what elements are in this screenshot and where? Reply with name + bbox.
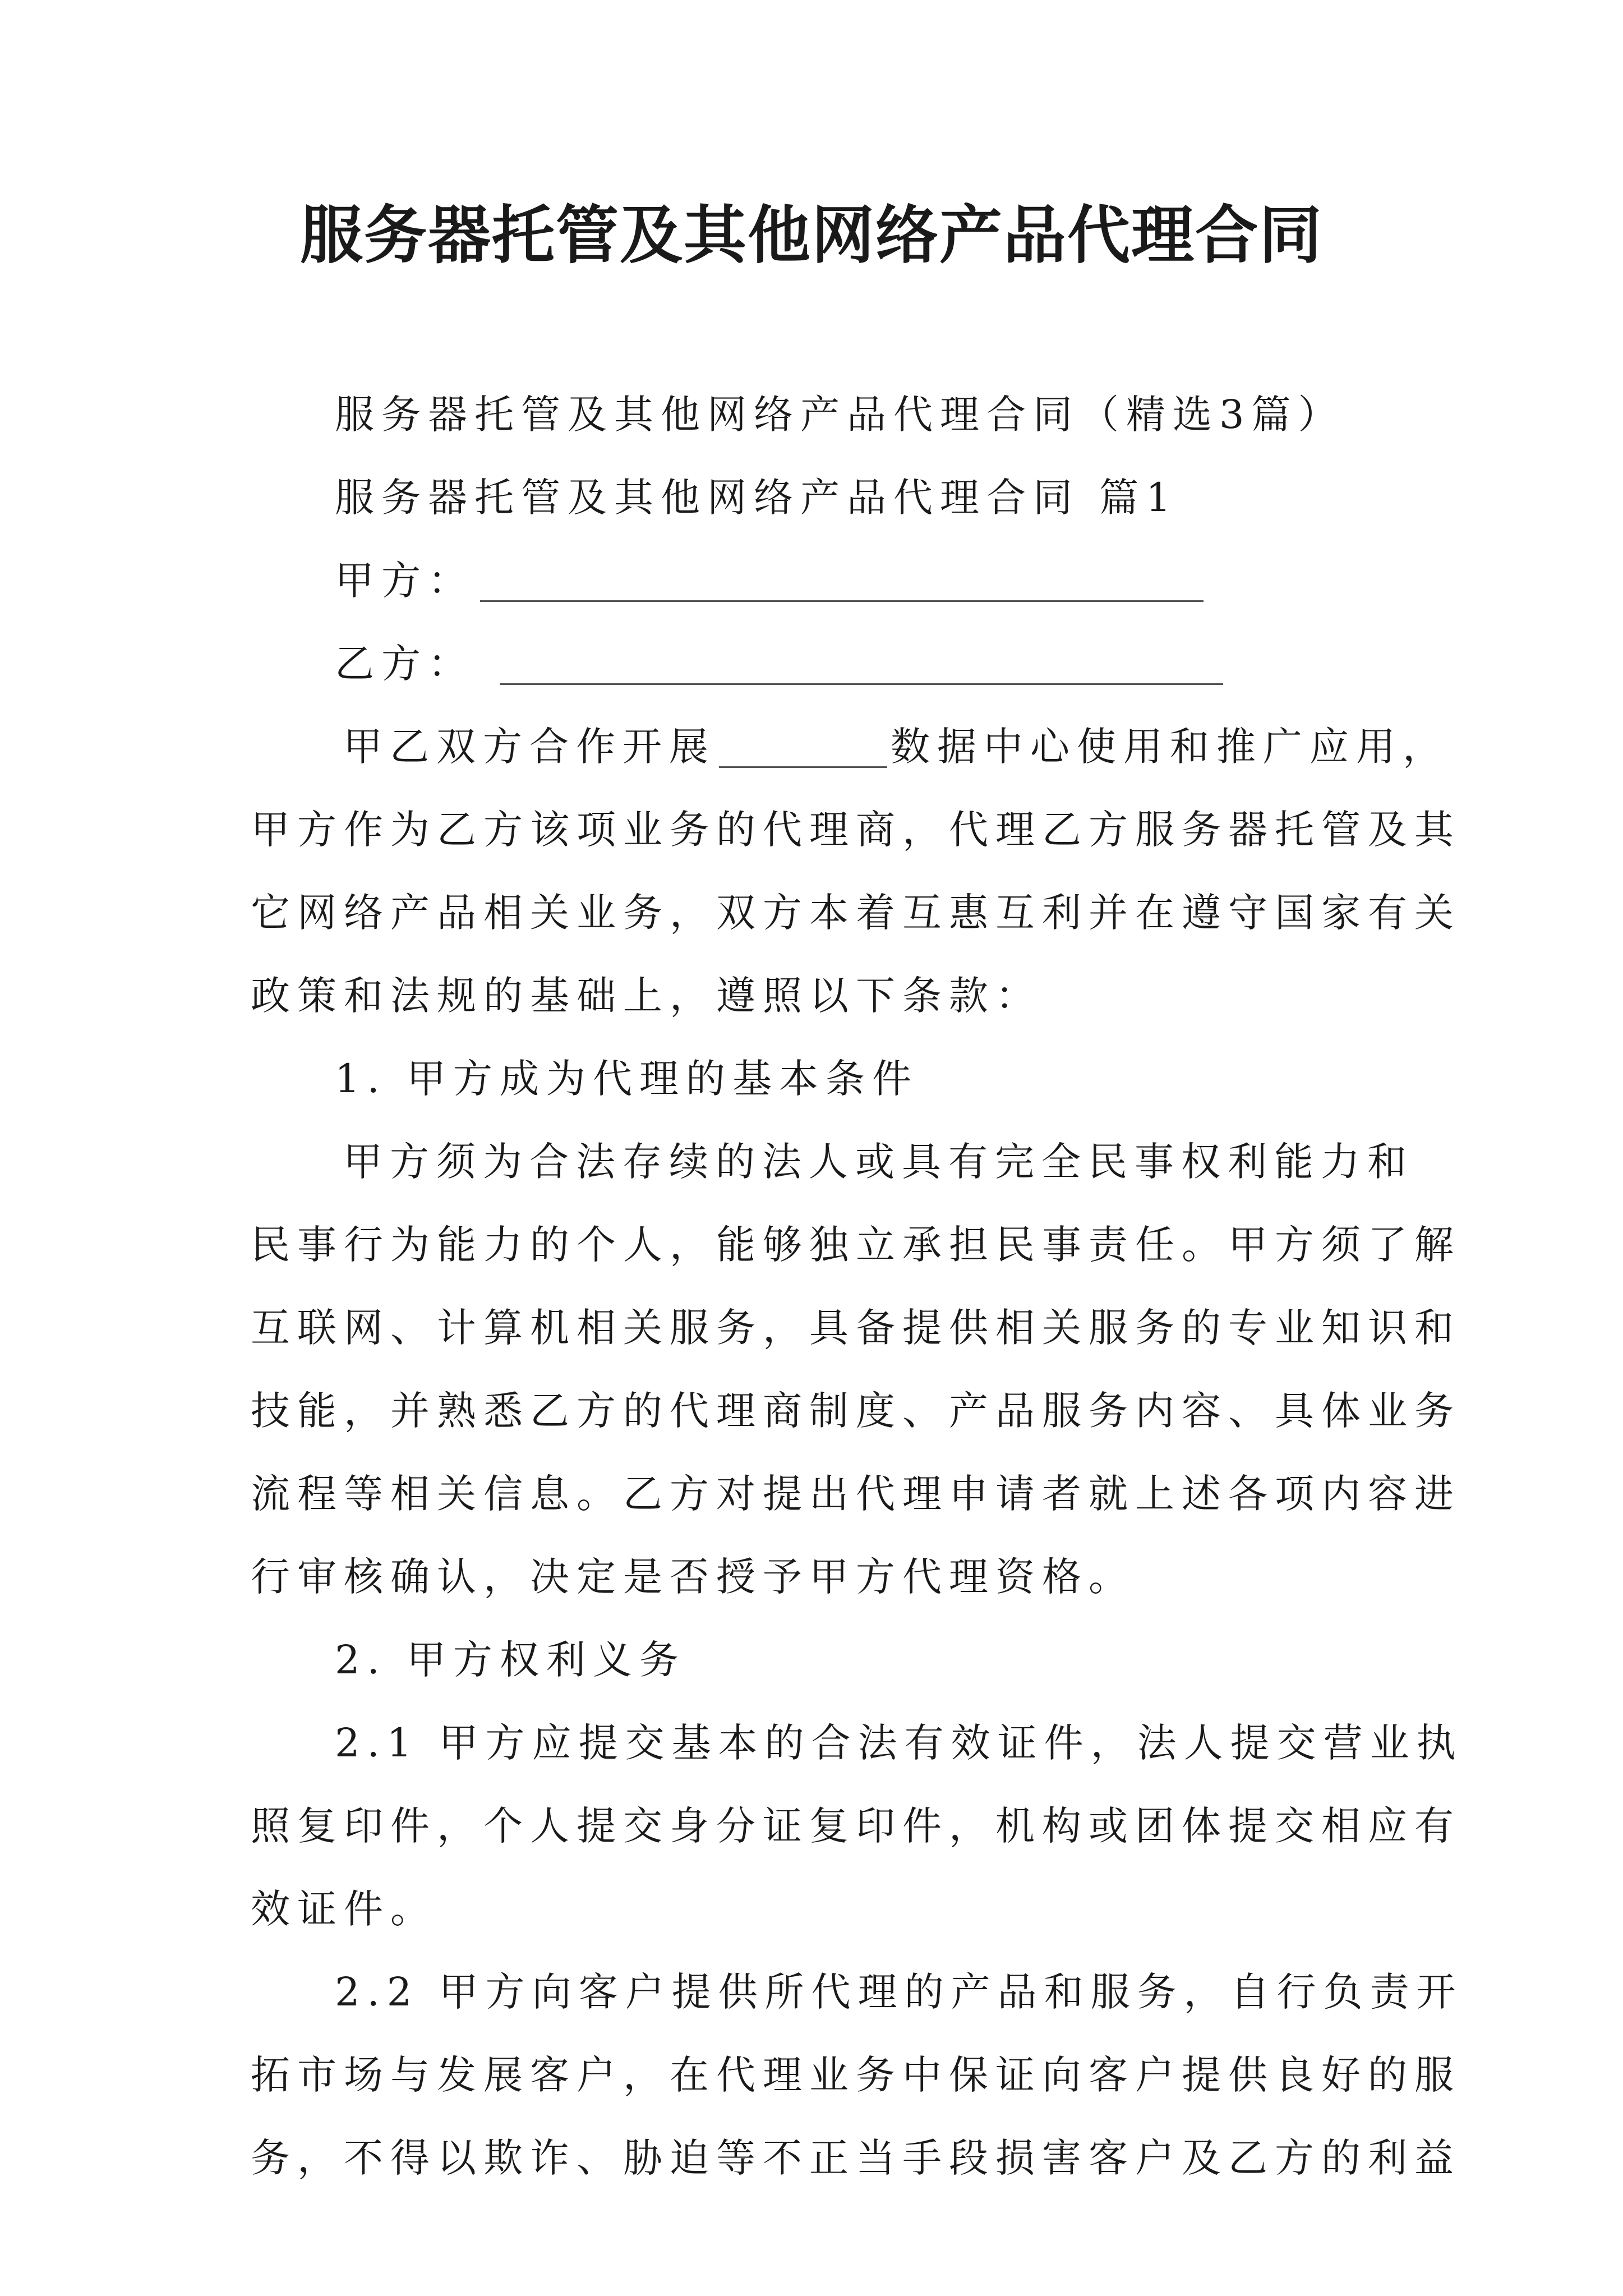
document-title: 服务器托管及其他网络产品代理合同 xyxy=(300,199,1323,272)
clause-2-1-line-2: 照复印件，个人提交身分证复印件，机构或团体提交相应有 xyxy=(251,1803,1461,1849)
clause-1-line-1: 甲方须为合法存续的法人或具有完全民事权利能力和 xyxy=(343,1139,1414,1185)
intro-text-after-blank: 数据中心使用和推广应用， xyxy=(891,724,1449,770)
intro-line-4: 政策和法规的基础上，遵照以下条款： xyxy=(251,973,1042,1019)
party-b-blank xyxy=(500,683,1223,685)
clause-2-1-line-3: 效证件。 xyxy=(251,1886,437,1932)
clause-1-line-4: 技能，并熟悉乙方的代理商制度、产品服务内容、具体业务 xyxy=(251,1388,1461,1434)
party-b-line xyxy=(251,622,1389,705)
document-body xyxy=(251,373,1463,2200)
party-a-blank xyxy=(480,600,1204,602)
intro-line-2: 甲方作为乙方该项业务的代理商，代理乙方服务器托管及其 xyxy=(251,807,1461,853)
party-a-line xyxy=(251,539,1389,622)
clause-1-heading: 1. 甲方成为代理的基本条件 xyxy=(335,1056,919,1102)
section-heading: 服务器托管及其他网络产品代理合同 篇1 xyxy=(335,475,1178,521)
intro-text-before-blank: 甲乙双方合作开展 xyxy=(343,724,716,770)
party-a-label: 甲方： xyxy=(335,558,474,604)
clause-2-heading: 2. 甲方权利义务 xyxy=(335,1637,686,1683)
clause-2-1-line-1: 2.1 甲方应提交基本的合法有效证件，法人提交营业执 xyxy=(335,1720,1463,1766)
intro-line-1 xyxy=(251,705,1449,788)
clause-2-2-line-2: 拓市场与发展客户，在代理业务中保证向客户提供良好的服 xyxy=(251,2052,1461,2098)
party-b-label: 乙方： xyxy=(335,641,474,687)
clause-2-2-line-3: 务，不得以欺诈、胁迫等不正当手段损害客户及乙方的利益 xyxy=(251,2135,1461,2181)
clause-1-line-5: 流程等相关信息。乙方对提出代理申请者就上述各项内容进 xyxy=(251,1471,1461,1517)
clause-2-2-line-1: 2.2 甲方向客户提供所代理的产品和服务，自行负责开 xyxy=(335,1969,1463,2015)
subtitle: 服务器托管及其他网络产品代理合同（精选3篇） xyxy=(335,392,1345,438)
clause-1-line-6: 行审核确认，决定是否授予甲方代理资格。 xyxy=(251,1554,1135,1600)
intro-line-3: 它网络产品相关业务，双方本着互惠互利并在遵守国家有关 xyxy=(251,890,1461,936)
data-center-blank xyxy=(719,766,887,768)
clause-1-line-3: 互联网、计算机相关服务，具备提供相关服务的专业知识和 xyxy=(251,1305,1461,1351)
clause-1-line-2: 民事行为能力的个人，能够独立承担民事责任。甲方须了解 xyxy=(251,1222,1461,1268)
